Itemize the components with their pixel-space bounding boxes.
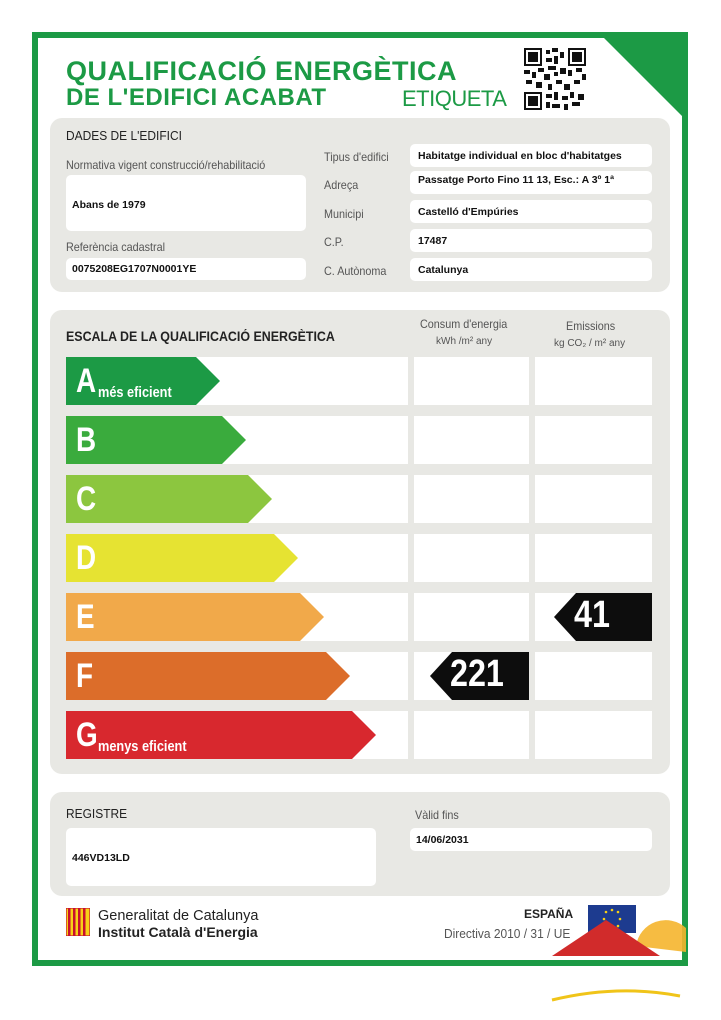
- consum-unit: kWh /m² any: [436, 336, 493, 347]
- footer-country: ESPAÑA: [524, 907, 574, 921]
- grade-bar-c: [66, 475, 272, 523]
- adreca-value: Passatge Porto Fino 11 13, Esc.: A 3º 1ª: [418, 174, 615, 186]
- title-line1: QUALIFICACIÓ ENERGÈTICA: [66, 56, 458, 86]
- consumption-cell: [414, 534, 529, 582]
- grade-bar-d: [66, 534, 298, 582]
- autonoma-value: Catalunya: [418, 264, 469, 276]
- consumption-value: 221: [450, 653, 504, 695]
- referencia-label: Referència cadastral: [66, 240, 166, 254]
- grade-text: més eficient: [98, 384, 172, 401]
- qr-code-icon: [524, 48, 586, 110]
- normativa-label: Normativa vigent construcció/rehabilitació: [66, 158, 266, 172]
- cp-value: 17487: [418, 235, 448, 247]
- valid-label: Vàlid fins: [415, 808, 459, 822]
- emissions-label: Emissions: [566, 319, 616, 333]
- tipus-label: Tipus d'edifici: [324, 150, 389, 164]
- emissions-unit: kg CO₂ / m² any: [554, 338, 626, 349]
- grade-letter: C: [76, 480, 97, 518]
- consum-label: Consum d'energia: [420, 317, 508, 331]
- generalitat-flag-icon: [66, 908, 90, 936]
- municipi-label: Municipi: [324, 207, 364, 221]
- emissions-cell: [535, 652, 652, 700]
- adreca-label: Adreça: [324, 178, 359, 192]
- consumption-cell: [414, 416, 529, 464]
- grade-text: menys eficient: [98, 738, 187, 755]
- registry-section-title: REGISTRE: [66, 806, 128, 821]
- footer-directive: Directiva 2010 / 31 / UE: [444, 926, 571, 941]
- consumption-cell: [414, 357, 529, 405]
- autonoma-label: C. Autònoma: [324, 264, 387, 278]
- consumption-cell: [414, 593, 529, 641]
- watermark-logo-icon: [548, 908, 686, 1008]
- grade-bar-e: [66, 593, 324, 641]
- title-line2: DE L'EDIFICI ACABAT: [66, 84, 327, 111]
- scale-section-title: ESCALA DE LA QUALIFICACIÓ ENERGÈTICA: [66, 329, 335, 344]
- consumption-cell: [414, 711, 529, 759]
- grade-letter: A: [76, 362, 97, 400]
- cp-label: C.P.: [324, 235, 344, 249]
- referencia-value: 0075208EG1707N0001YE: [72, 263, 197, 275]
- building-section-title: DADES DE L'EDIFICI: [66, 128, 182, 143]
- grade-letter: D: [76, 539, 97, 577]
- emissions-cell: [535, 357, 652, 405]
- emissions-value: 41: [574, 594, 610, 636]
- emissions-cell: [535, 416, 652, 464]
- emissions-cell: [535, 711, 652, 759]
- label-etiqueta: ETIQUETA: [402, 86, 507, 111]
- grade-letter: G: [76, 716, 98, 754]
- normativa-value: Abans de 1979: [72, 199, 146, 211]
- municipi-value: Castelló d'Empúries: [418, 206, 519, 218]
- consumption-cell: [414, 475, 529, 523]
- corner-triangle: [598, 32, 688, 122]
- grade-letter: E: [76, 598, 95, 636]
- footer-org-line2: Institut Català d'Energia: [98, 924, 258, 940]
- footer-org-line1: Generalitat de Catalunya: [98, 908, 259, 924]
- registry-value: 446VD13LD: [72, 852, 130, 864]
- tipus-value: Habitatge individual en bloc d'habitatges: [418, 150, 622, 162]
- grade-letter: B: [76, 421, 97, 459]
- emissions-cell: [535, 475, 652, 523]
- emissions-cell: [535, 534, 652, 582]
- grade-bar-f: [66, 652, 350, 700]
- grade-letter: F: [76, 657, 94, 695]
- valid-value: 14/06/2031: [416, 834, 469, 846]
